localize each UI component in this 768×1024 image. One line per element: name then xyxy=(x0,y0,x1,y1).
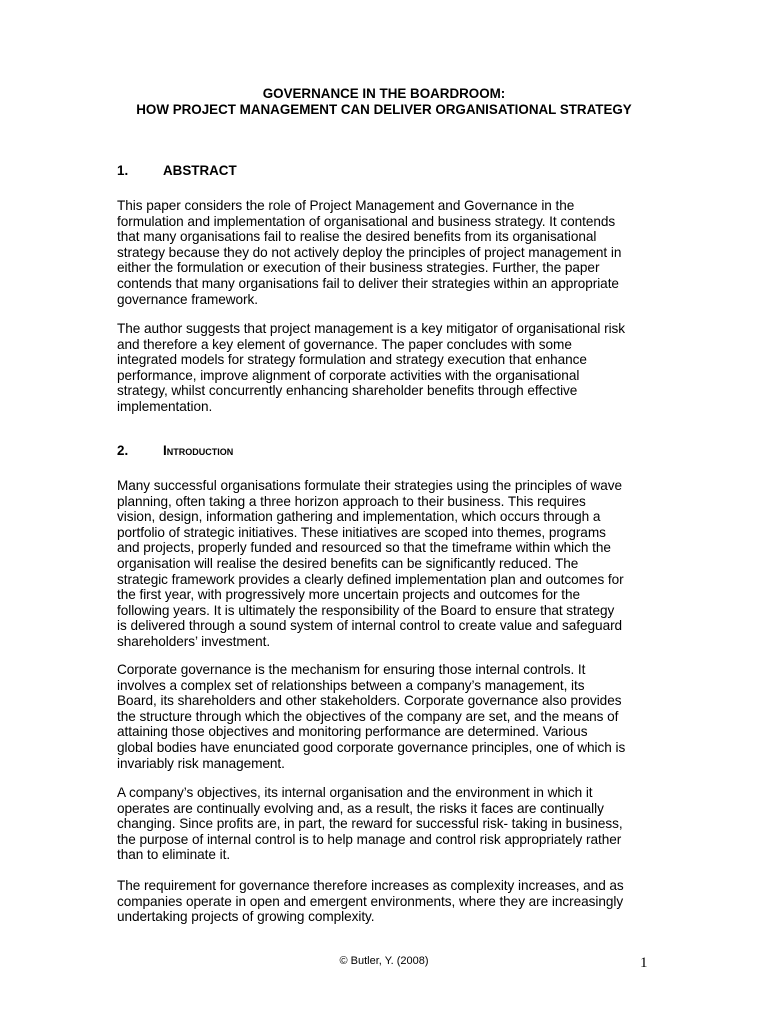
paper-title-line-1: GOVERNANCE IN THE BOARDROOM: xyxy=(262,86,506,101)
text-line: planning, often taking a three horizon approach to their business. This requires xyxy=(117,493,586,509)
text-line: integrated models for strategy formulation and strategy execution that enhance xyxy=(117,352,587,368)
section-title: ABSTRACT xyxy=(163,163,237,178)
section-title: Introduction xyxy=(163,443,234,458)
section-number: 1. xyxy=(117,163,129,178)
text-line: organisation will realise the desired benefits can be significantly reduced. The xyxy=(117,555,579,571)
text-line: performance, improve alignment of corporate activities with the organisational xyxy=(117,367,580,383)
text-line: Board, its shareholders and other stakeholders. Corporate governance also provides xyxy=(117,693,622,709)
introduction-paragraph-3 xyxy=(117,785,657,863)
text-line: attaining those objectives and monitoring performance are determined. Various xyxy=(117,724,588,740)
introduction-paragraph-2 xyxy=(117,662,657,771)
text-line: A company’s objectives, its internal organisation and the environment in which it xyxy=(117,785,593,800)
text-line: Corporate governance is the mechanism for ensuring those internal controls. It xyxy=(117,662,586,677)
text-line: formulation and implementation of organisational and business strategy. It contends xyxy=(117,213,616,229)
section-number: 2. xyxy=(117,443,129,458)
text-line: the first year, with progressively more uncertain projects and outcomes for the xyxy=(117,587,580,603)
copyright-footer: © Butler, Y. (2008) xyxy=(339,955,429,967)
text-line: either the formulation or execution of their business strategies. Further, the paper xyxy=(117,260,600,276)
introduction-paragraph-4 xyxy=(117,878,657,925)
text-line: is delivered through a sound system of internal control to create value and safeguard xyxy=(117,618,623,634)
section-heading-introduction xyxy=(117,443,233,458)
text-line: invariably risk management. xyxy=(117,755,285,771)
text-line: global bodies have enunciated good corporate governance principles, one of which is xyxy=(117,739,626,755)
text-line: that many organisations fail to realise the desired benefits from its organisational xyxy=(117,229,597,245)
text-line: the structure through which the objectives of the company are set, and the means of xyxy=(117,708,619,724)
text-line: undertaking projects of growing complexity. xyxy=(117,909,375,925)
text-line: following years. It is ultimately the responsibility of the Board to ensure that strategy xyxy=(117,602,615,618)
text-line: strategic framework provides a clearly defined implementation plan and outcomes for xyxy=(117,571,624,587)
text-line: implementation. xyxy=(117,398,213,414)
text-line: vision, design, information gathering and implementation, which occurs through a xyxy=(117,509,601,525)
text-line: The requirement for governance therefore increases as complexity increases, and as xyxy=(117,878,624,893)
section-heading-abstract xyxy=(117,163,237,178)
text-line: operates are continually evolving and, as a result, the risks it faces are continually xyxy=(117,800,604,816)
paper-title-line-2: HOW PROJECT MANAGEMENT CAN DELIVER ORGANISATIONAL STRATEGY xyxy=(136,102,632,117)
abstract-paragraph-2 xyxy=(117,321,657,415)
text-line: and projects, properly funded and resourced so that the timeframe within which the xyxy=(117,540,611,556)
abstract-paragraph-1 xyxy=(117,198,657,307)
text-line: and therefore a key element of governance. The paper concludes with some xyxy=(117,336,572,352)
text-line: The author suggests that project management is a key mitigator of organisational risk xyxy=(117,321,626,336)
text-line: Many successful organisations formulate their strategies using the principles of wave xyxy=(117,478,623,493)
text-line: involves a complex set of relationships between a company’s management, its xyxy=(117,677,585,693)
text-line: changing. Since profits are, in part, the reward for successful risk- taking in business, xyxy=(117,816,623,832)
text-line: governance framework. xyxy=(117,291,258,307)
text-line: portfolio of strategic initiatives. These initiatives are scoped into themes, programs xyxy=(117,524,606,540)
page-number: 1 xyxy=(640,955,648,971)
introduction-paragraph-1 xyxy=(117,478,657,650)
text-line: than to eliminate it. xyxy=(117,847,231,863)
text-line: strategy, whilst concurrently enhancing shareholder benefits through effective xyxy=(117,383,578,399)
text-line: shareholders’ investment. xyxy=(117,633,271,649)
text-line: the purpose of internal control is to help manage and control risk appropriately rather xyxy=(117,831,622,847)
text-line: strategy because they do not actively deploy the principles of project management in xyxy=(117,244,622,260)
text-line: This paper considers the role of Project Management and Governance in the xyxy=(117,198,575,213)
text-line: contends that many organisations fail to deliver their strategies within an appropriate xyxy=(117,275,619,291)
text-line: companies operate in open and emergent environments, where they are increasingly xyxy=(117,893,624,909)
